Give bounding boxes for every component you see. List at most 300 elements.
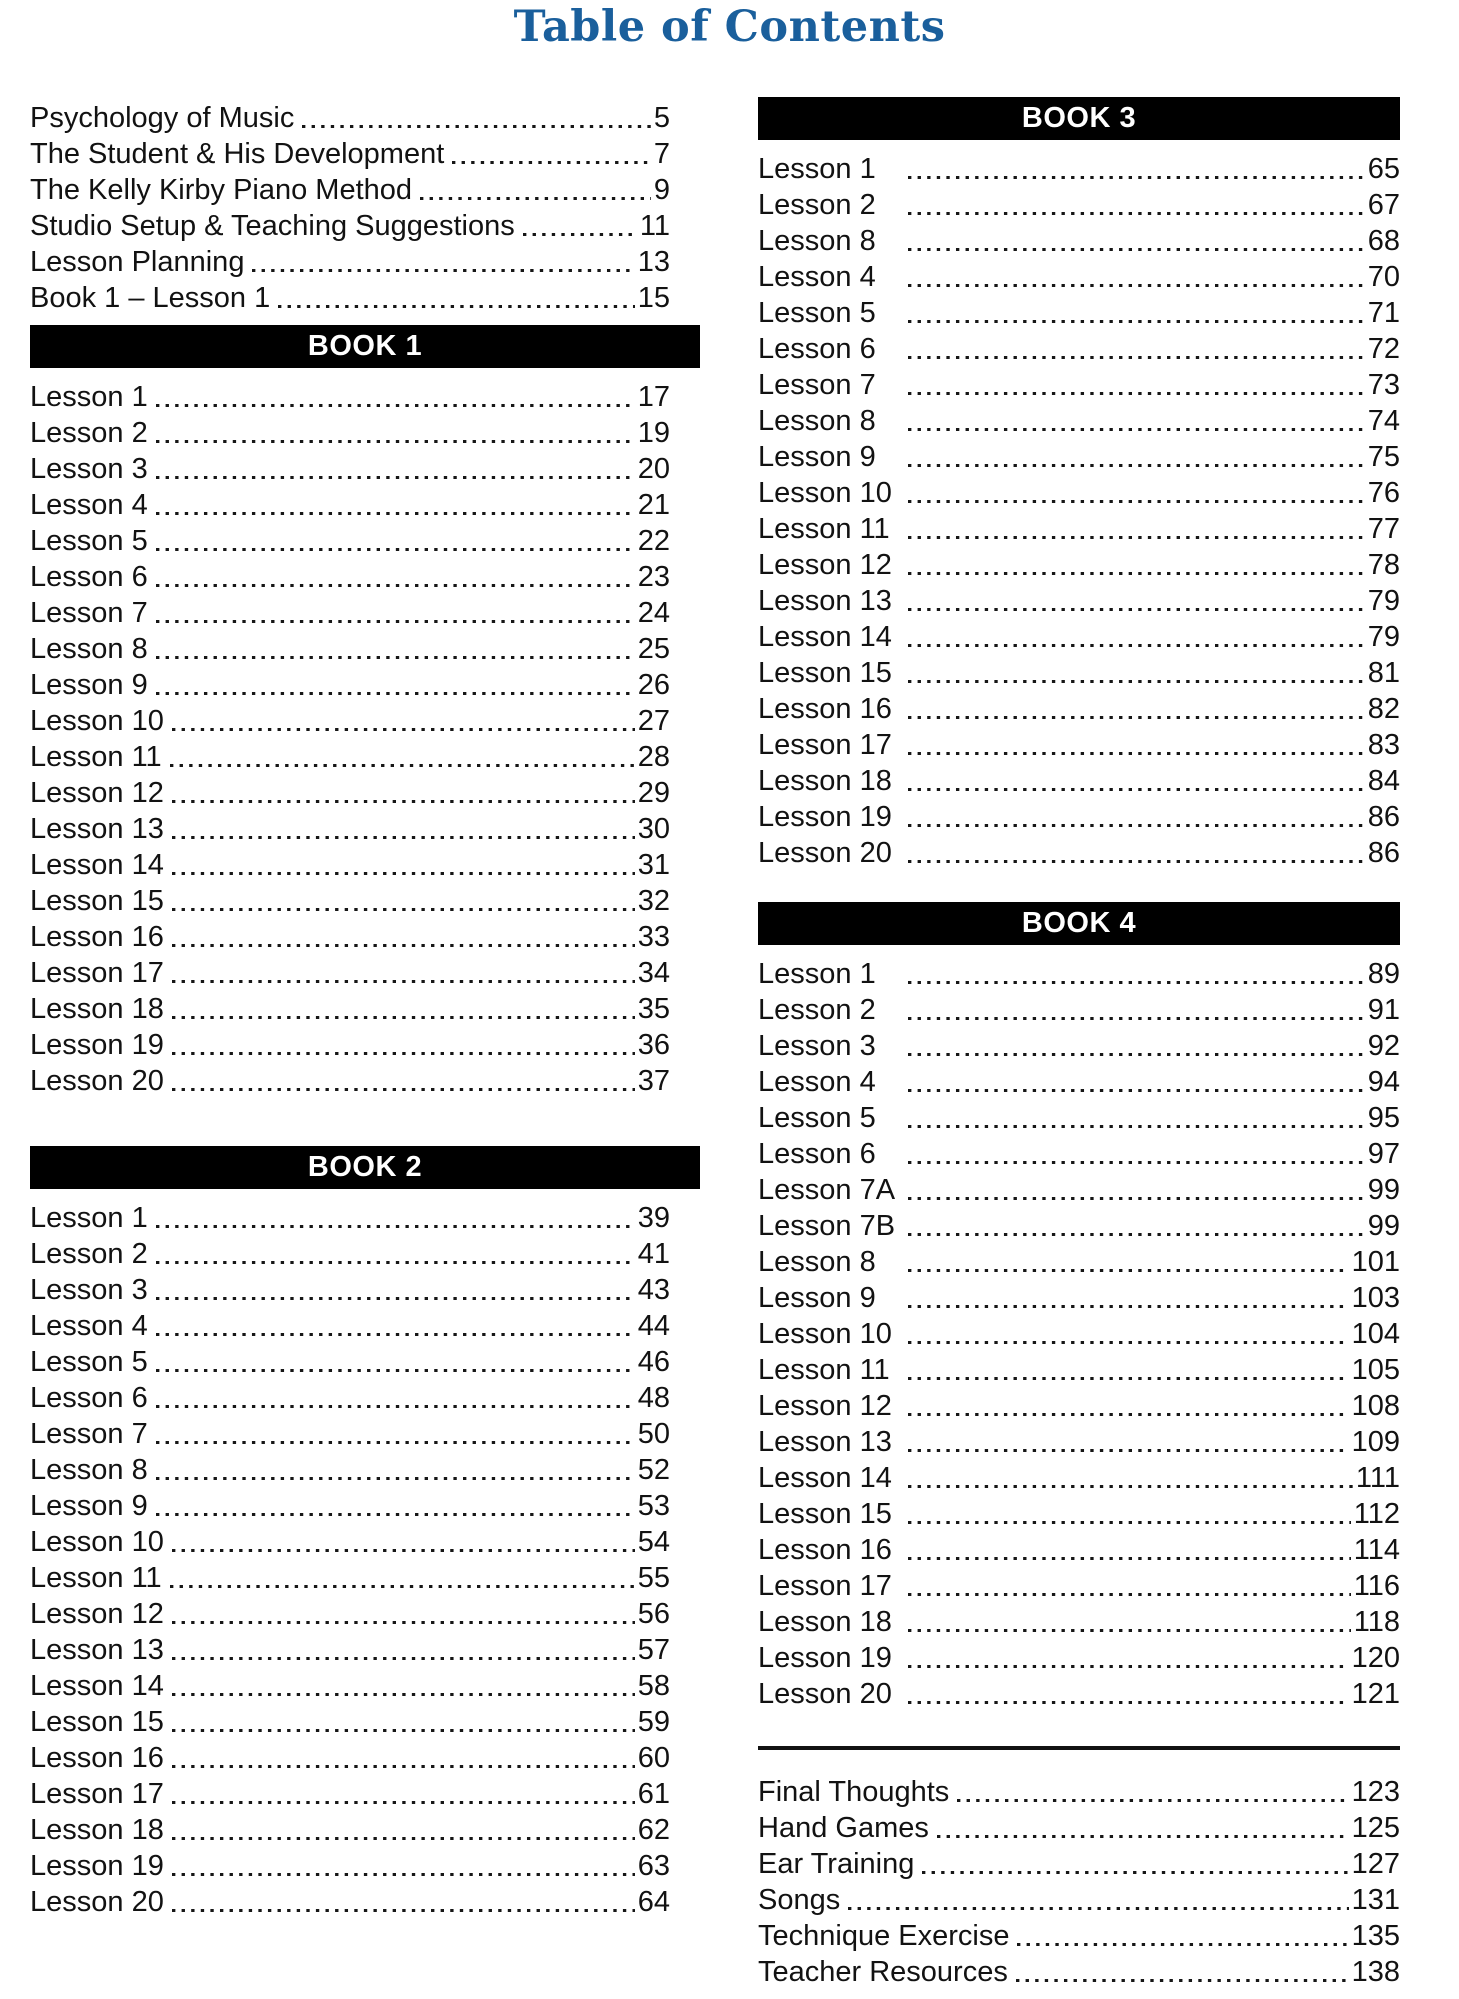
toc-row bbox=[30, 1524, 700, 1560]
dot-leader bbox=[908, 763, 1365, 799]
page-number: 30 bbox=[637, 813, 670, 845]
dot-leader bbox=[908, 1028, 1365, 1064]
toc-row bbox=[30, 415, 700, 451]
page-number: 56 bbox=[637, 1598, 670, 1630]
dot-leader bbox=[908, 367, 1365, 403]
dot-leader bbox=[523, 208, 637, 244]
toc-entry-label: Lesson 16 bbox=[758, 1534, 892, 1566]
page-number: 67 bbox=[1367, 189, 1400, 221]
page-number: 103 bbox=[1351, 1282, 1400, 1314]
page-number: 84 bbox=[1367, 765, 1400, 797]
toc-entry-label: Ear Training bbox=[758, 1848, 915, 1880]
toc-row bbox=[30, 379, 700, 415]
toc-entry-label: Lesson 11 bbox=[30, 741, 162, 773]
page-number: 31 bbox=[637, 849, 670, 881]
page-number: 9 bbox=[653, 174, 670, 206]
page-title: Table of Contents bbox=[513, 2, 946, 52]
page-number: 123 bbox=[1351, 1776, 1400, 1808]
front-matter-list bbox=[30, 100, 700, 316]
dot-leader bbox=[908, 1316, 1349, 1352]
toc-entry-label: Lesson 15 bbox=[30, 885, 164, 917]
page-number: 20 bbox=[637, 453, 670, 485]
page-number: 29 bbox=[637, 777, 670, 809]
toc-row bbox=[30, 100, 700, 136]
toc-entry-label: Studio Setup & Teaching Suggestions bbox=[30, 210, 515, 242]
toc-row bbox=[758, 727, 1400, 763]
toc-row bbox=[30, 1063, 700, 1099]
toc-entry-label: Lesson 12 bbox=[758, 1390, 892, 1422]
toc-entry-label: Lesson 14 bbox=[758, 621, 892, 653]
toc-entry-label: Lesson 18 bbox=[30, 993, 164, 1025]
book-header-label: BOOK 3 bbox=[1021, 102, 1137, 134]
dot-leader bbox=[156, 451, 635, 487]
toc-entry-label: The Student & His Development bbox=[30, 138, 445, 170]
dot-leader bbox=[908, 187, 1365, 223]
toc-entry-label: Lesson 10 bbox=[758, 477, 892, 509]
dot-leader bbox=[172, 1632, 635, 1668]
dot-leader bbox=[172, 1668, 635, 1704]
toc-entry-label: Lesson 2 bbox=[30, 417, 148, 449]
toc-row bbox=[30, 1560, 700, 1596]
dot-leader bbox=[908, 1244, 1349, 1280]
page-number: 91 bbox=[1367, 994, 1400, 1026]
page-number: 48 bbox=[637, 1382, 670, 1414]
page-number: 79 bbox=[1367, 585, 1400, 617]
dot-leader bbox=[908, 511, 1365, 547]
toc-entry-label: Lesson 18 bbox=[758, 1606, 892, 1638]
dot-leader bbox=[302, 100, 651, 136]
toc-row bbox=[30, 883, 700, 919]
toc-entry-label: Lesson 14 bbox=[30, 849, 164, 881]
page-number: 101 bbox=[1351, 1246, 1400, 1278]
toc-row bbox=[30, 244, 700, 280]
page-number: 86 bbox=[1367, 837, 1400, 869]
page-number: 28 bbox=[637, 741, 670, 773]
toc-row bbox=[758, 1172, 1400, 1208]
toc-row bbox=[30, 1027, 700, 1063]
dot-leader bbox=[908, 1568, 1351, 1604]
toc-row bbox=[30, 1740, 700, 1776]
book-lesson-list bbox=[30, 1200, 700, 1920]
toc-row bbox=[30, 1704, 700, 1740]
page-number: 57 bbox=[637, 1634, 670, 1666]
toc-entry-label: Lesson 17 bbox=[30, 957, 164, 989]
book-4-section bbox=[758, 902, 1400, 1712]
dot-leader bbox=[908, 1172, 1365, 1208]
page-number: 120 bbox=[1351, 1642, 1400, 1674]
toc-entry-label: Lesson 17 bbox=[30, 1778, 164, 1810]
toc-row bbox=[758, 655, 1400, 691]
page-number: 46 bbox=[637, 1346, 670, 1378]
page-number: 33 bbox=[637, 921, 670, 953]
page-number: 82 bbox=[1367, 693, 1400, 725]
toc-entry-label: Lesson 12 bbox=[30, 777, 164, 809]
page-number: 32 bbox=[637, 885, 670, 917]
page-number: 118 bbox=[1353, 1606, 1400, 1638]
toc-entry-label: Lesson 7 bbox=[30, 597, 148, 629]
toc-entry-label: Lesson 5 bbox=[30, 1346, 148, 1378]
dot-leader bbox=[156, 1236, 635, 1272]
toc-row bbox=[30, 739, 700, 775]
dot-leader bbox=[908, 1460, 1353, 1496]
dot-leader bbox=[170, 739, 635, 775]
page-number: 5 bbox=[653, 102, 670, 134]
dot-leader bbox=[908, 799, 1365, 835]
toc-entry-label: Lesson 4 bbox=[30, 489, 148, 521]
toc-row bbox=[30, 1848, 700, 1884]
toc-entry-label: Lesson 3 bbox=[758, 1030, 876, 1062]
dot-leader bbox=[156, 667, 635, 703]
toc-entry-label: Lesson 3 bbox=[30, 1274, 148, 1306]
dot-leader bbox=[172, 1884, 635, 1920]
page-number: 21 bbox=[637, 489, 670, 521]
page-number: 99 bbox=[1367, 1174, 1400, 1206]
page-number: 75 bbox=[1367, 441, 1400, 473]
toc-entry-label: Lesson 15 bbox=[758, 1498, 892, 1530]
toc-row bbox=[758, 1954, 1400, 1990]
toc-entry-label: Lesson 1 bbox=[758, 153, 876, 185]
dot-leader bbox=[908, 1424, 1349, 1460]
dot-leader bbox=[172, 1776, 635, 1812]
page-number: 72 bbox=[1367, 333, 1400, 365]
page-number: 24 bbox=[637, 597, 670, 629]
toc-row bbox=[758, 295, 1400, 331]
dot-leader bbox=[172, 1063, 635, 1099]
page-number: 60 bbox=[637, 1742, 670, 1774]
toc-entry-label: Lesson 11 bbox=[758, 513, 890, 545]
toc-row bbox=[30, 1884, 700, 1920]
dot-leader bbox=[172, 1740, 635, 1776]
toc-row bbox=[758, 1280, 1400, 1316]
book-lesson-list bbox=[758, 956, 1400, 1712]
book-header-bar bbox=[758, 97, 1400, 140]
dot-leader bbox=[170, 1560, 635, 1596]
toc-row bbox=[758, 475, 1400, 511]
toc-row bbox=[758, 367, 1400, 403]
toc-row bbox=[758, 1064, 1400, 1100]
dot-leader bbox=[156, 1452, 635, 1488]
page-number: 27 bbox=[637, 705, 670, 737]
toc-entry-label: Lesson 7 bbox=[30, 1418, 148, 1450]
toc-entry-label: Songs bbox=[758, 1884, 841, 1916]
toc-row bbox=[30, 1380, 700, 1416]
book-header-bar bbox=[30, 1146, 700, 1189]
toc-row bbox=[30, 955, 700, 991]
toc-row bbox=[758, 1604, 1400, 1640]
toc-row bbox=[758, 1136, 1400, 1172]
page-number: 77 bbox=[1367, 513, 1400, 545]
toc-row bbox=[758, 1352, 1400, 1388]
toc-entry-label: Lesson 7A bbox=[758, 1174, 896, 1206]
toc-entry-label: Lesson 13 bbox=[30, 813, 164, 845]
toc-entry-label: Lesson 20 bbox=[758, 1678, 892, 1710]
page-number: 81 bbox=[1367, 657, 1400, 689]
page-number: 74 bbox=[1367, 405, 1400, 437]
dot-leader bbox=[908, 547, 1365, 583]
toc-row bbox=[758, 151, 1400, 187]
book-header-label: BOOK 1 bbox=[307, 330, 423, 362]
toc-row bbox=[30, 487, 700, 523]
toc-entry-label: Lesson 11 bbox=[30, 1562, 162, 1594]
book-header-bar bbox=[758, 902, 1400, 945]
toc-row bbox=[30, 1344, 700, 1380]
book-lesson-list bbox=[30, 379, 700, 1099]
page-number: 7 bbox=[653, 138, 670, 170]
toc-entry-label: Lesson 16 bbox=[30, 1742, 164, 1774]
page-number: 94 bbox=[1367, 1066, 1400, 1098]
toc-entry-label: Psychology of Music bbox=[30, 102, 295, 134]
page-number: 39 bbox=[637, 1202, 670, 1234]
dot-leader bbox=[1016, 1954, 1349, 1990]
dot-leader bbox=[908, 475, 1365, 511]
toc-entry-label: Lesson 17 bbox=[758, 729, 892, 761]
page-number: 73 bbox=[1367, 369, 1400, 401]
page-number: 109 bbox=[1351, 1426, 1400, 1458]
dot-leader bbox=[156, 379, 635, 415]
dot-leader bbox=[172, 883, 635, 919]
page-number: 52 bbox=[637, 1454, 670, 1486]
dot-leader bbox=[908, 1604, 1351, 1640]
page-number: 64 bbox=[637, 1886, 670, 1918]
toc-row bbox=[758, 1208, 1400, 1244]
page-number: 70 bbox=[1367, 261, 1400, 293]
toc-entry-label: Lesson 12 bbox=[30, 1598, 164, 1630]
toc-row bbox=[30, 559, 700, 595]
page-number: 135 bbox=[1351, 1920, 1400, 1952]
dot-leader bbox=[156, 1200, 635, 1236]
toc-row bbox=[30, 1812, 700, 1848]
page-number: 37 bbox=[637, 1065, 670, 1097]
book-header-bar bbox=[30, 325, 700, 368]
page-number: 50 bbox=[637, 1418, 670, 1450]
page-number: 65 bbox=[1367, 153, 1400, 185]
page-number: 17 bbox=[637, 381, 670, 413]
page-number: 23 bbox=[637, 561, 670, 593]
toc-entry-label: Lesson 13 bbox=[30, 1634, 164, 1666]
dot-leader bbox=[172, 955, 635, 991]
page-number: 43 bbox=[637, 1274, 670, 1306]
page-number: 44 bbox=[637, 1310, 670, 1342]
toc-entry-label: Lesson 3 bbox=[30, 453, 148, 485]
page-number: 62 bbox=[637, 1814, 670, 1846]
dot-leader bbox=[922, 1846, 1348, 1882]
page-number: 78 bbox=[1367, 549, 1400, 581]
dot-leader bbox=[908, 1280, 1349, 1316]
dot-leader bbox=[908, 1352, 1349, 1388]
toc-entry-label: Lesson 10 bbox=[758, 1318, 892, 1350]
book-1-section bbox=[30, 325, 700, 1099]
toc-entry-label: Technique Exercise bbox=[758, 1920, 1010, 1952]
book-header-label: BOOK 4 bbox=[1021, 907, 1137, 939]
toc-row bbox=[758, 956, 1400, 992]
dot-leader bbox=[908, 1064, 1365, 1100]
dot-leader bbox=[908, 727, 1365, 763]
dot-leader bbox=[908, 583, 1365, 619]
page-number: 35 bbox=[637, 993, 670, 1025]
page-number: 125 bbox=[1351, 1812, 1400, 1844]
toc-entry-label: The Kelly Kirby Piano Method bbox=[30, 174, 413, 206]
toc-entry-label: Lesson 10 bbox=[30, 705, 164, 737]
section-divider bbox=[758, 1746, 1400, 1750]
toc-row bbox=[30, 1632, 700, 1668]
dot-leader bbox=[908, 403, 1365, 439]
page-number: 127 bbox=[1351, 1848, 1400, 1880]
toc-row bbox=[30, 991, 700, 1027]
page-number: 108 bbox=[1351, 1390, 1400, 1422]
toc-row bbox=[30, 775, 700, 811]
toc-entry-label: Lesson 15 bbox=[30, 1706, 164, 1738]
toc-entry-label: Lesson 14 bbox=[30, 1670, 164, 1702]
toc-row bbox=[758, 1882, 1400, 1918]
dot-leader bbox=[172, 775, 635, 811]
toc-entry-label: Lesson 20 bbox=[30, 1886, 164, 1918]
toc-row bbox=[30, 1668, 700, 1704]
toc-row bbox=[758, 583, 1400, 619]
page-number: 34 bbox=[637, 957, 670, 989]
dot-leader bbox=[908, 835, 1365, 871]
toc-row bbox=[758, 1918, 1400, 1954]
toc-entry-label: Lesson 9 bbox=[758, 1282, 876, 1314]
toc-row bbox=[758, 1640, 1400, 1676]
toc-row bbox=[30, 1776, 700, 1812]
toc-entry-label: Lesson 11 bbox=[758, 1354, 890, 1386]
dot-leader bbox=[908, 655, 1365, 691]
toc-entry-label: Lesson 8 bbox=[758, 405, 876, 437]
toc-row bbox=[758, 403, 1400, 439]
dot-leader bbox=[420, 172, 651, 208]
page-number: 138 bbox=[1351, 1956, 1400, 1988]
toc-row bbox=[30, 1200, 700, 1236]
dot-leader bbox=[172, 1812, 635, 1848]
page-number: 99 bbox=[1367, 1210, 1400, 1242]
toc-entry-label: Teacher Resources bbox=[758, 1956, 1008, 1988]
toc-row bbox=[758, 835, 1400, 871]
dot-leader bbox=[156, 559, 635, 595]
book-2-section bbox=[30, 1146, 700, 1920]
page-number: 121 bbox=[1351, 1678, 1400, 1710]
dot-leader bbox=[172, 991, 635, 1027]
page-number: 112 bbox=[1353, 1498, 1400, 1530]
dot-leader bbox=[908, 1676, 1349, 1712]
toc-row bbox=[30, 667, 700, 703]
page-number: 59 bbox=[637, 1706, 670, 1738]
toc-row bbox=[758, 223, 1400, 259]
toc-entry-label: Lesson 1 bbox=[30, 1202, 148, 1234]
toc-entry-label: Lesson 10 bbox=[30, 1526, 164, 1558]
toc-row bbox=[758, 992, 1400, 1028]
page-number: 54 bbox=[637, 1526, 670, 1558]
toc-entry-label: Lesson 19 bbox=[30, 1850, 164, 1882]
toc-entry-label: Lesson 19 bbox=[30, 1029, 164, 1061]
toc-entry-label: Lesson 8 bbox=[30, 633, 148, 665]
dot-leader bbox=[156, 1344, 635, 1380]
toc-entry-label: Lesson 16 bbox=[30, 921, 164, 953]
dot-leader bbox=[156, 487, 635, 523]
dot-leader bbox=[172, 919, 635, 955]
dot-leader bbox=[908, 151, 1365, 187]
page-number: 86 bbox=[1367, 801, 1400, 833]
dot-leader bbox=[252, 244, 634, 280]
page-number: 114 bbox=[1353, 1534, 1400, 1566]
dot-leader bbox=[908, 992, 1365, 1028]
toc-entry-label: Lesson 14 bbox=[758, 1462, 892, 1494]
toc-row bbox=[30, 847, 700, 883]
toc-entry-label: Lesson 6 bbox=[30, 1382, 148, 1414]
toc-entry-label: Lesson 8 bbox=[758, 225, 876, 257]
page-number: 19 bbox=[637, 417, 670, 449]
toc-entry-label: Lesson 5 bbox=[758, 1102, 876, 1134]
toc-entry-label: Lesson 6 bbox=[30, 561, 148, 593]
toc-row bbox=[30, 136, 700, 172]
page-number: 71 bbox=[1367, 297, 1400, 329]
dot-leader bbox=[908, 691, 1365, 727]
dot-leader bbox=[156, 631, 635, 667]
dot-leader bbox=[908, 1208, 1365, 1244]
page-number: 131 bbox=[1351, 1884, 1400, 1916]
toc-row bbox=[30, 1236, 700, 1272]
toc-row bbox=[758, 187, 1400, 223]
toc-entry-label: Book 1 – Lesson 1 bbox=[30, 282, 271, 314]
dot-leader bbox=[172, 1848, 635, 1884]
toc-row bbox=[30, 811, 700, 847]
toc-entry-label: Lesson Planning bbox=[30, 246, 245, 278]
book-lesson-list bbox=[758, 151, 1400, 871]
toc-entry-label: Lesson 16 bbox=[758, 693, 892, 725]
book-header-label: BOOK 2 bbox=[307, 1151, 423, 1183]
dot-leader bbox=[908, 223, 1365, 259]
page-number: 11 bbox=[639, 210, 670, 242]
toc-row bbox=[30, 172, 700, 208]
dot-leader bbox=[848, 1882, 1348, 1918]
dot-leader bbox=[156, 1380, 635, 1416]
page-number: 105 bbox=[1351, 1354, 1400, 1386]
page-number: 92 bbox=[1367, 1030, 1400, 1062]
dot-leader bbox=[172, 811, 635, 847]
toc-entry-label: Lesson 2 bbox=[758, 994, 876, 1026]
toc-row bbox=[30, 451, 700, 487]
dot-leader bbox=[908, 1100, 1365, 1136]
toc-row bbox=[758, 1810, 1400, 1846]
toc-row bbox=[30, 1416, 700, 1452]
dot-leader bbox=[957, 1774, 1348, 1810]
page-number: 95 bbox=[1367, 1102, 1400, 1134]
toc-entry-label: Lesson 19 bbox=[758, 1642, 892, 1674]
toc-entry-label: Lesson 7B bbox=[758, 1210, 896, 1242]
toc-row bbox=[758, 547, 1400, 583]
toc-entry-label: Final Thoughts bbox=[758, 1776, 950, 1808]
toc-entry-label: Lesson 9 bbox=[758, 441, 876, 473]
toc-row bbox=[30, 208, 700, 244]
toc-row bbox=[758, 619, 1400, 655]
toc-entry-label: Lesson 18 bbox=[758, 765, 892, 797]
toc-row bbox=[758, 1028, 1400, 1064]
dot-leader bbox=[172, 1596, 635, 1632]
book-3-section bbox=[758, 97, 1400, 871]
dot-leader bbox=[908, 295, 1365, 331]
dot-leader bbox=[908, 1532, 1351, 1568]
dot-leader bbox=[156, 415, 635, 451]
dot-leader bbox=[908, 1640, 1349, 1676]
toc-row bbox=[758, 511, 1400, 547]
dot-leader bbox=[908, 1388, 1349, 1424]
page-number: 25 bbox=[637, 633, 670, 665]
dot-leader bbox=[172, 1524, 635, 1560]
toc-entry-label: Lesson 19 bbox=[758, 801, 892, 833]
dot-leader bbox=[172, 1027, 635, 1063]
dot-leader bbox=[156, 1488, 635, 1524]
toc-row bbox=[30, 919, 700, 955]
page-number: 76 bbox=[1367, 477, 1400, 509]
